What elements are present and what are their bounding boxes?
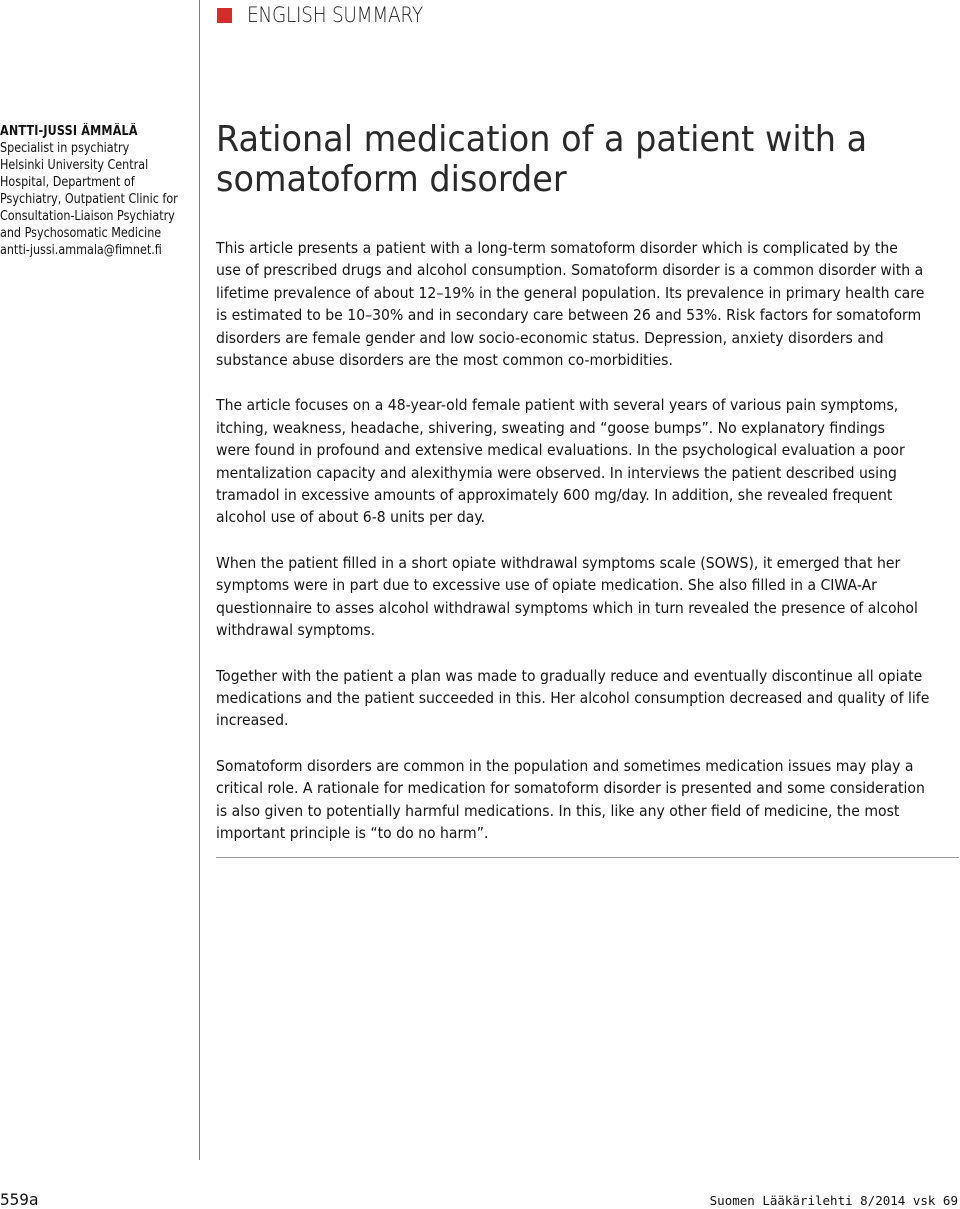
text-line: important principle is “to do no harm”. [216, 823, 489, 842]
author-line: Consultation-Liaison Psychiatry [0, 209, 175, 224]
text-line: is also given to potentially harmful medications. In this, like any other field of medicine, the most [216, 801, 900, 820]
page-number: 559a [0, 1190, 39, 1209]
article-title [216, 120, 936, 200]
text-line: is estimated to be 10–30% and in secondary care between 26 and 53%. Risk factors for somatoform [216, 306, 922, 325]
text-line: Together with the patient a plan was made to gradually reduce and eventually discontinue all opiate [216, 666, 923, 685]
text-line: withdrawal symptoms. [216, 621, 376, 640]
paragraph [216, 755, 956, 845]
text-line: use of prescribed drugs and alcohol consumption. Somatoform disorder is a common disorder with a [216, 261, 924, 280]
text-line: disorders are female gender and low socio-economic status. Depression, anxiety disorders and [216, 328, 884, 347]
paragraph [216, 394, 956, 528]
text-line: questionnaire to asses alcohol withdrawal symptoms which in turn revealed the presence of alcohol [216, 598, 918, 617]
text-line: The article focuses on a 48-year-old female patient with several years of various pain symptoms, [216, 396, 899, 415]
author-name: ANTTI-JUSSI ÄMMÄLÄ [0, 124, 138, 139]
text-line: alcohol use of about 6-8 units per day. [216, 508, 486, 527]
author-email: antti-jussi.ammala@fimnet.fi [0, 243, 162, 258]
text-line: lifetime prevalence of about 12–19% in the general population. Its prevalence in primary health care [216, 283, 925, 302]
text-line: substance abuse disorders are the most common co-morbidities. [216, 351, 673, 370]
column-divider [199, 0, 200, 1160]
author-line: Specialist in psychiatry [0, 141, 130, 156]
paragraph [216, 552, 956, 642]
text-line: critical role. A rationale for medication for somatoform disorder is presented and some consideration [216, 779, 925, 798]
section-label: ENGLISH SUMMARY [247, 3, 423, 27]
paragraph [216, 237, 956, 371]
section-header [217, 3, 447, 27]
section-marker-square [217, 8, 232, 23]
title-line: somatoform disorder [216, 159, 567, 200]
text-line: Somatoform disorders are common in the population and sometimes medication issues may play a [216, 756, 914, 775]
text-line: medications and the patient succeeded in this. Her alcohol consumption decreased and quality of life [216, 688, 930, 707]
author-line: and Psychosomatic Medicine [0, 226, 162, 241]
author-line: Hospital, Department of [0, 175, 135, 190]
text-line: itching, weakness, headache, shivering, sweating and “goose bumps”. No explanatory findings [216, 418, 885, 437]
author-line: Helsinki University Central [0, 158, 149, 173]
bottom-divider [216, 857, 959, 858]
article-body [216, 237, 956, 867]
paragraph [216, 665, 956, 732]
text-line: increased. [216, 711, 289, 730]
author-info [0, 123, 192, 259]
text-line: were found in profound and extensive medical evaluations. In the psychological evaluation a poor [216, 441, 905, 460]
author-line: Psychiatry, Outpatient Clinic for [0, 192, 178, 207]
text-line: symptoms were in part due to excessive use of opiate medication. She also filled in a CIWA-Ar [216, 576, 877, 595]
text-line: tramadol in excessive amounts of approximately 600 mg/day. In addition, she revealed frequent [216, 486, 893, 505]
journal-citation: Suomen Lääkärilehti 8/2014 vsk 69 [709, 1193, 958, 1208]
text-line: mentalization capacity and alexithymia were observed. In interviews the patient described using [216, 463, 897, 482]
text-line: This article presents a patient with a long-term somatoform disorder which is complicated by the [216, 239, 898, 257]
text-line: When the patient filled in a short opiate withdrawal symptoms scale (SOWS), it emerged that her [216, 553, 901, 572]
title-line: Rational medication of a patient with a [216, 119, 868, 160]
